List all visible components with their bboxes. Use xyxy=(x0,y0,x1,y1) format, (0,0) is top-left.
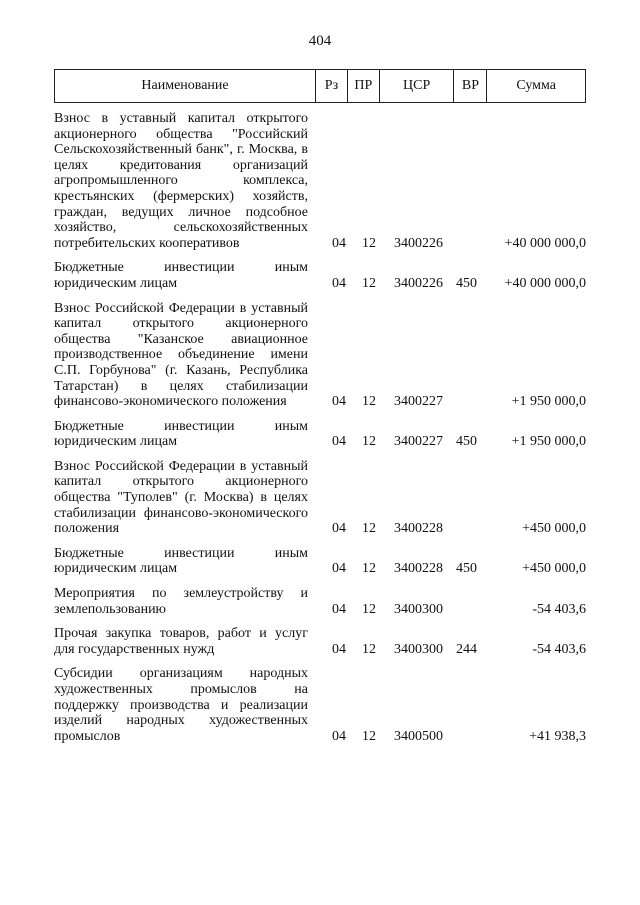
row-sum: +450 000,0 xyxy=(522,561,586,577)
table-row xyxy=(54,546,586,577)
row-name: Взнос в уставный капитал открытого акционерного общества "Российский Сельскохозяйственный банк", г. Москва, в целях кредитования организаций агропромышленного комплекса, крестьянских (фермерских) хозяйств, граждан, ведущих личное подсобное хозяйство, сельскохозяйственных потребительских кооперативов xyxy=(54,111,308,251)
header-csr: ЦСР xyxy=(379,70,454,102)
row-csr: 3400226 xyxy=(394,275,443,291)
table-row xyxy=(54,301,586,410)
table-row xyxy=(54,586,586,617)
row-sum: +41 938,3 xyxy=(529,728,586,744)
row-sum: -54 403,6 xyxy=(532,641,586,657)
row-vr: 450 xyxy=(456,275,477,291)
row-name: Взнос Российской Федерации в уставный капитал открытого акционерного общества "Казанское авиационное производственное объединение имени С.П. Горбунова" (г. Казань, Республика Татарстан) в целях стабилизации финансово-экономического положения xyxy=(54,300,308,410)
row-name: Субсидии организациям народных художественных промыслов на поддержку производства и реализации изделий народных художественных промыслов xyxy=(54,666,308,744)
header-rz: Рз xyxy=(315,70,347,102)
table-header xyxy=(54,69,586,103)
table-row xyxy=(54,260,586,291)
header-pr: ПР xyxy=(347,70,379,102)
row-csr: 3400227 xyxy=(394,434,443,450)
row-rz: 04 xyxy=(332,394,346,410)
row-vr: 450 xyxy=(456,561,477,577)
page-number: 404 xyxy=(308,33,332,49)
table-row xyxy=(54,459,586,537)
table-row xyxy=(54,626,586,657)
row-rz: 04 xyxy=(332,728,346,744)
row-rz: 04 xyxy=(332,434,346,450)
row-sum: +40 000 000,0 xyxy=(504,275,586,291)
row-pr: 12 xyxy=(362,601,376,617)
row-csr: 3400300 xyxy=(394,641,443,657)
row-sum: +1 950 000,0 xyxy=(511,434,586,450)
row-pr: 12 xyxy=(362,521,376,537)
row-sum: +40 000 000,0 xyxy=(504,235,586,251)
row-csr: 3400227 xyxy=(394,394,443,410)
row-pr: 12 xyxy=(362,434,376,450)
table-row xyxy=(54,111,586,251)
row-name: Взнос Российской Федерации в уставный капитал открытого акционерного общества "Туполев" (г. Москва) в целях стабилизации финансово-экономического положения xyxy=(54,458,308,537)
header-vr: ВР xyxy=(453,70,486,102)
row-rz: 04 xyxy=(332,641,346,657)
row-rz: 04 xyxy=(332,561,346,577)
table-row xyxy=(54,419,586,450)
row-csr: 3400226 xyxy=(394,235,443,251)
row-csr: 3400500 xyxy=(394,728,443,744)
row-rz: 04 xyxy=(332,235,346,251)
header-sum: Сумма xyxy=(486,70,585,102)
row-name: Прочая закупка товаров, работ и услуг для государственных нужд xyxy=(54,626,308,657)
row-pr: 12 xyxy=(362,394,376,410)
header-name: Наименование xyxy=(141,78,229,93)
table-row xyxy=(54,666,586,744)
row-csr: 3400228 xyxy=(394,521,443,537)
row-csr: 3400228 xyxy=(394,561,443,577)
row-name: Бюджетные инвестиции иным юридическим лицам xyxy=(54,418,308,450)
row-sum: +450 000,0 xyxy=(522,521,586,537)
row-sum: +1 950 000,0 xyxy=(511,394,586,410)
row-rz: 04 xyxy=(332,601,346,617)
row-rz: 04 xyxy=(332,275,346,291)
table-body xyxy=(54,111,586,753)
row-pr: 12 xyxy=(362,235,376,251)
row-vr: 450 xyxy=(456,434,477,450)
row-name: Бюджетные инвестиции иным юридическим лицам xyxy=(54,260,308,291)
row-pr: 12 xyxy=(362,275,376,291)
row-pr: 12 xyxy=(362,561,376,577)
row-vr: 244 xyxy=(456,641,477,657)
row-sum: -54 403,6 xyxy=(532,601,586,617)
row-name: Бюджетные инвестиции иным юридическим лицам xyxy=(54,545,308,577)
row-name: Мероприятия по землеустройству и землепользованию xyxy=(54,586,308,617)
row-pr: 12 xyxy=(362,728,376,744)
row-pr: 12 xyxy=(362,641,376,657)
row-csr: 3400300 xyxy=(394,601,443,617)
row-rz: 04 xyxy=(332,521,346,537)
